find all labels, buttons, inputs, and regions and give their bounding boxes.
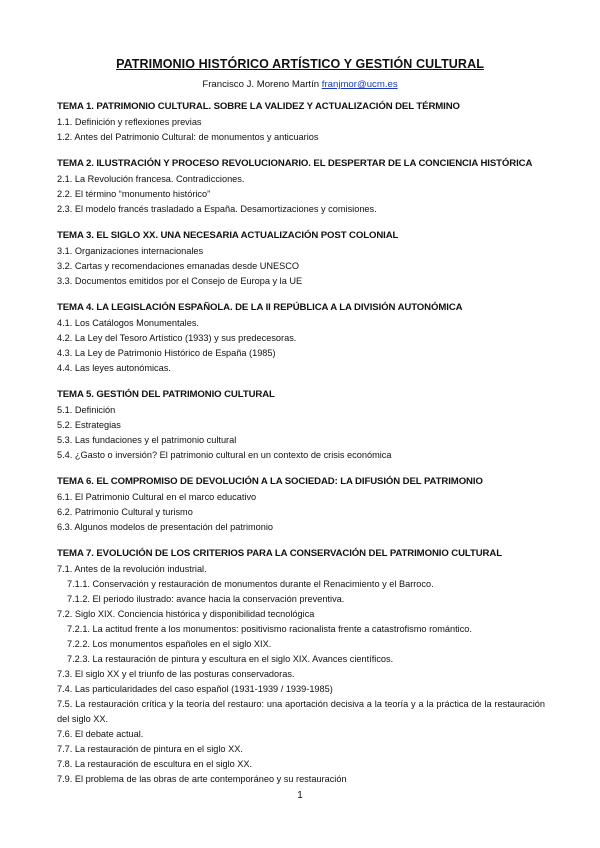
subtopic-item: 7.2.3. La restauración de pintura y escultura en el siglo XIX. Avances científicos.: [67, 654, 394, 664]
topic-item: 4.1. Los Catálogos Monumentales.: [57, 318, 199, 328]
syllabus-section: [57, 99, 545, 145]
topic-item: 3.2. Cartas y recomendaciones emanadas desde UNESCO: [57, 261, 300, 271]
topic-item: 2.2. El término “monumento histórico”: [57, 189, 211, 199]
syllabus-section: [57, 387, 545, 463]
topic-item: 4.2. La Ley del Tesoro Artístico (1933) y sus predecesoras.: [57, 333, 297, 343]
topic-item: 7.5. La restauración crítica y la teoría del restauro: una aportación decisiva a la teoría y a la práctica de la restauración del siglo XX.: [57, 699, 545, 724]
topic-item: 1.1. Definición y reflexiones previas: [57, 117, 202, 127]
syllabus-section: [57, 228, 545, 289]
topic-item: 5.4. ¿Gasto o inversión? El patrimonio cultural en un contexto de crisis económica: [57, 450, 392, 460]
syllabus-section: [57, 156, 545, 217]
topic-item: 2.1. La Revolución francesa. Contradicciones.: [57, 174, 245, 184]
topic-item: 5.2. Estrategias: [57, 420, 121, 430]
subtopic-item: 7.1.2. El periodo ilustrado: avance hacia la conservación preventiva.: [67, 594, 345, 604]
subtopic-item: 7.2.2. Los monumentos españoles en el siglo XIX.: [67, 639, 272, 649]
topic-item: 3.3. Documentos emitidos por el Consejo de Europa y la UE: [57, 276, 303, 286]
syllabus-section: [57, 474, 545, 535]
author-email-link[interactable]: franjmor@ucm.es: [321, 79, 398, 90]
section-heading: TEMA 7. EVOLUCIÓN DE LOS CRITERIOS PARA LA CONSERVACIÓN DEL PATRIMONIO CULTURAL: [57, 548, 502, 559]
section-heading: TEMA 4. LA LEGISLACIÓN ESPAÑOLA. DE LA II REPÚBLICA A LA DIVISIÓN AUTONÓMICA: [57, 302, 463, 313]
topic-item: 1.2. Antes del Patrimonio Cultural: de monumentos y anticuarios: [57, 132, 319, 142]
topic-item: 6.1. El Patrimonio Cultural en el marco educativo: [57, 492, 257, 502]
topic-item: 7.3. El siglo XX y el triunfo de las posturas conservadoras.: [57, 669, 295, 679]
page-number: 1: [297, 790, 303, 801]
subtopic-item: 7.2.1. La actitud frente a los monumentos: positivismo racionalista frente a catastrofismo romántico.: [67, 624, 472, 634]
syllabus-section: [57, 546, 545, 787]
topic-item: 6.3. Algunos modelos de presentación del patrimonio: [57, 522, 274, 532]
author-name: Francisco J. Moreno Martín: [202, 79, 320, 90]
topic-item: 7.6. El debate actual.: [57, 729, 144, 739]
syllabus-content: [57, 99, 545, 798]
section-heading: TEMA 5. GESTIÓN DEL PATRIMONIO CULTURAL: [57, 389, 275, 400]
topic-item: 7.8. La restauración de escultura en el siglo XX.: [57, 759, 253, 769]
topic-item: 5.1. Definición: [57, 405, 116, 415]
section-heading: TEMA 3. EL SIGLO XX. UNA NECESARIA ACTUALIZACIÓN POST COLONIAL: [57, 230, 399, 241]
author-line: [0, 79, 600, 90]
topic-item: 7.9. El problema de las obras de arte contemporáneo y su restauración: [57, 774, 347, 784]
topic-item: 5.3. Las fundaciones y el patrimonio cultural: [57, 435, 237, 445]
document-title: PATRIMONIO HISTÓRICO ARTÍSTICO Y GESTIÓN CULTURAL: [116, 57, 484, 71]
subtopic-item: 7.1.1. Conservación y restauración de monumentos durante el Renacimiento y el Barroco.: [67, 579, 434, 589]
syllabus-section: [57, 300, 545, 376]
topic-item: 7.7. La restauración de pintura en el siglo XX.: [57, 744, 243, 754]
section-heading: TEMA 2. ILUSTRACIÓN Y PROCESO REVOLUCIONARIO. EL DESPERTAR DE LA CONCIENCIA HISTÓRICA: [57, 158, 533, 169]
topic-item: 4.3. La Ley de Patrimonio Histórico de España (1985): [57, 348, 276, 358]
topic-item: 2.3. El modelo francés trasladado a España. Desamortizaciones y comisiones.: [57, 204, 377, 214]
topic-item: 3.1. Organizaciones internacionales: [57, 246, 204, 256]
topic-item: 4.4. Las leyes autonómicas.: [57, 363, 171, 373]
topic-item: 7.1. Antes de la revolución industrial.: [57, 564, 207, 574]
topic-item: 7.2. Siglo XIX. Conciencia histórica y disponibilidad tecnológica: [57, 609, 315, 619]
section-heading: TEMA 1. PATRIMONIO CULTURAL. SOBRE LA VALIDEZ Y ACTUALIZACIÓN DEL TÉRMINO: [57, 101, 460, 112]
topic-item: 6.2. Patrimonio Cultural y turismo: [57, 507, 193, 517]
section-heading: TEMA 6. EL COMPROMISO DE DEVOLUCIÓN A LA SOCIEDAD: LA DIFUSIÓN DEL PATRIMONIO: [57, 476, 483, 487]
topic-item: 7.4. Las particularidades del caso español (1931-1939 / 1939-1985): [57, 684, 333, 694]
